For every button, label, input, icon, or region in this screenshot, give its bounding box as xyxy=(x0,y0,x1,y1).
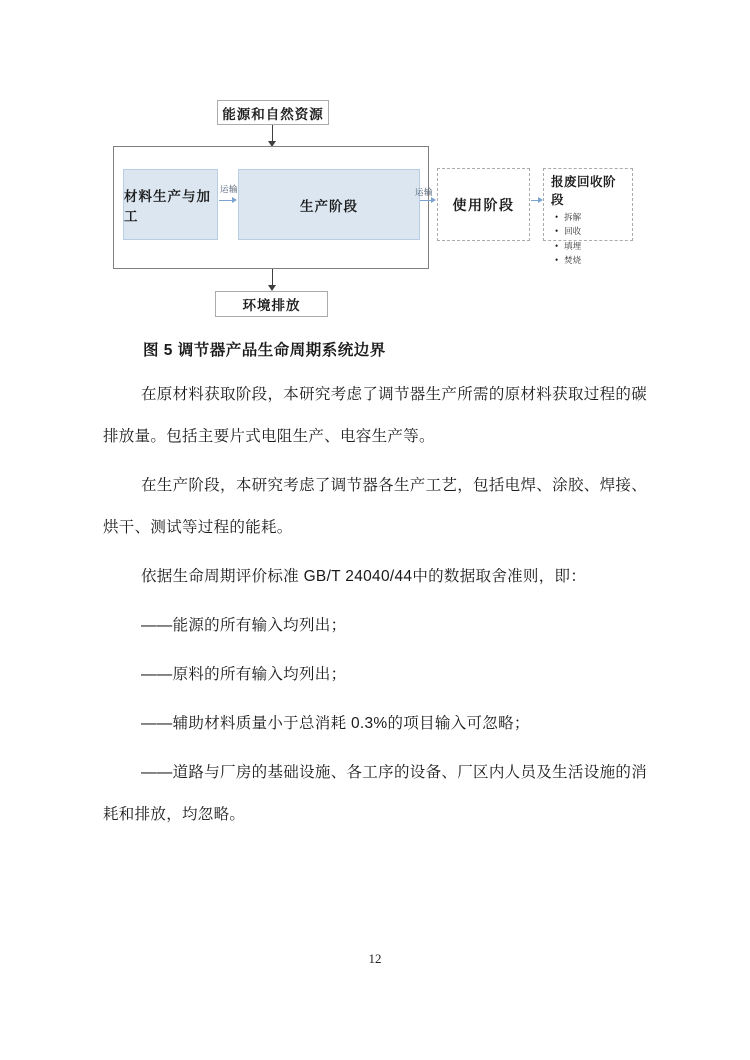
arrow-down-icon xyxy=(272,269,273,286)
eol-item-label: 填埋 xyxy=(564,240,582,251)
paragraph: 在原材料获取阶段，本研究考虑了调节器生产所需的原材料获取过程的碳排放量。包括主要片式电阻生产、电容生产等。 xyxy=(103,386,647,445)
transport-arrow-2-head-icon xyxy=(431,197,436,203)
body-text xyxy=(103,339,647,843)
material-production-label: 材料生产与加工 xyxy=(124,188,211,224)
paragraph: ——能源的所有输入均列出； xyxy=(140,617,347,634)
production-stage-box xyxy=(238,169,420,240)
energy-resources-label: 能源和自然资源 xyxy=(222,106,324,122)
list-item xyxy=(551,225,628,237)
bullet-icon: • xyxy=(555,255,559,265)
list-item xyxy=(551,240,628,252)
transport-label-2: 运输 xyxy=(415,187,434,197)
transport-label-1: 运输 xyxy=(220,184,239,194)
environment-emissions-label: 环境排放 xyxy=(242,298,301,313)
material-production-box xyxy=(123,169,218,240)
arrow-down-icon xyxy=(272,125,273,142)
paragraph: 在生产阶段，本研究考虑了调节器各生产工艺，包括电焊、涂胶、焊接、烘干、测试等过程的能耗。 xyxy=(103,477,647,536)
list-item xyxy=(551,254,628,266)
figure-caption: 图 5 调节器产品生命周期系统边界 xyxy=(143,342,386,359)
paragraph: ——原料的所有输入均列出； xyxy=(140,666,347,683)
transport-arrow-1-icon xyxy=(219,200,233,201)
use-stage-box xyxy=(437,168,530,241)
lifecycle-diagram xyxy=(0,0,750,335)
transport-arrow-1-head-icon xyxy=(232,197,237,203)
eol-stage-box xyxy=(543,168,633,265)
eol-item-label: 焚烧 xyxy=(564,255,582,265)
page-number: 12 xyxy=(368,951,382,966)
list-item xyxy=(551,211,628,223)
production-stage-label: 生产阶段 xyxy=(300,198,358,214)
paragraph: 依据生命周期评价标准 GB/T 24040/44中的数据取舍准则，即： xyxy=(140,568,587,585)
bullet-icon: • xyxy=(555,226,559,236)
bullet-icon: • xyxy=(555,240,559,251)
energy-resources-box xyxy=(217,100,329,125)
use-stage-label: 使用阶段 xyxy=(452,198,515,214)
eol-stage-title: 报废回收阶段 xyxy=(551,175,617,207)
bullet-icon: • xyxy=(555,211,559,222)
eol-item-label: 回收 xyxy=(564,226,582,236)
environment-emissions-box xyxy=(215,291,328,317)
paragraph: ——道路与厂房的基础设施、各工序的设备、厂区内人员及生活设施的消耗和排放，均忽略。 xyxy=(103,764,647,823)
paragraph: ——辅助材料质量小于总消耗 0.3%的项目输入可忽略； xyxy=(140,715,530,732)
eol-item-label: 拆解 xyxy=(564,211,582,222)
